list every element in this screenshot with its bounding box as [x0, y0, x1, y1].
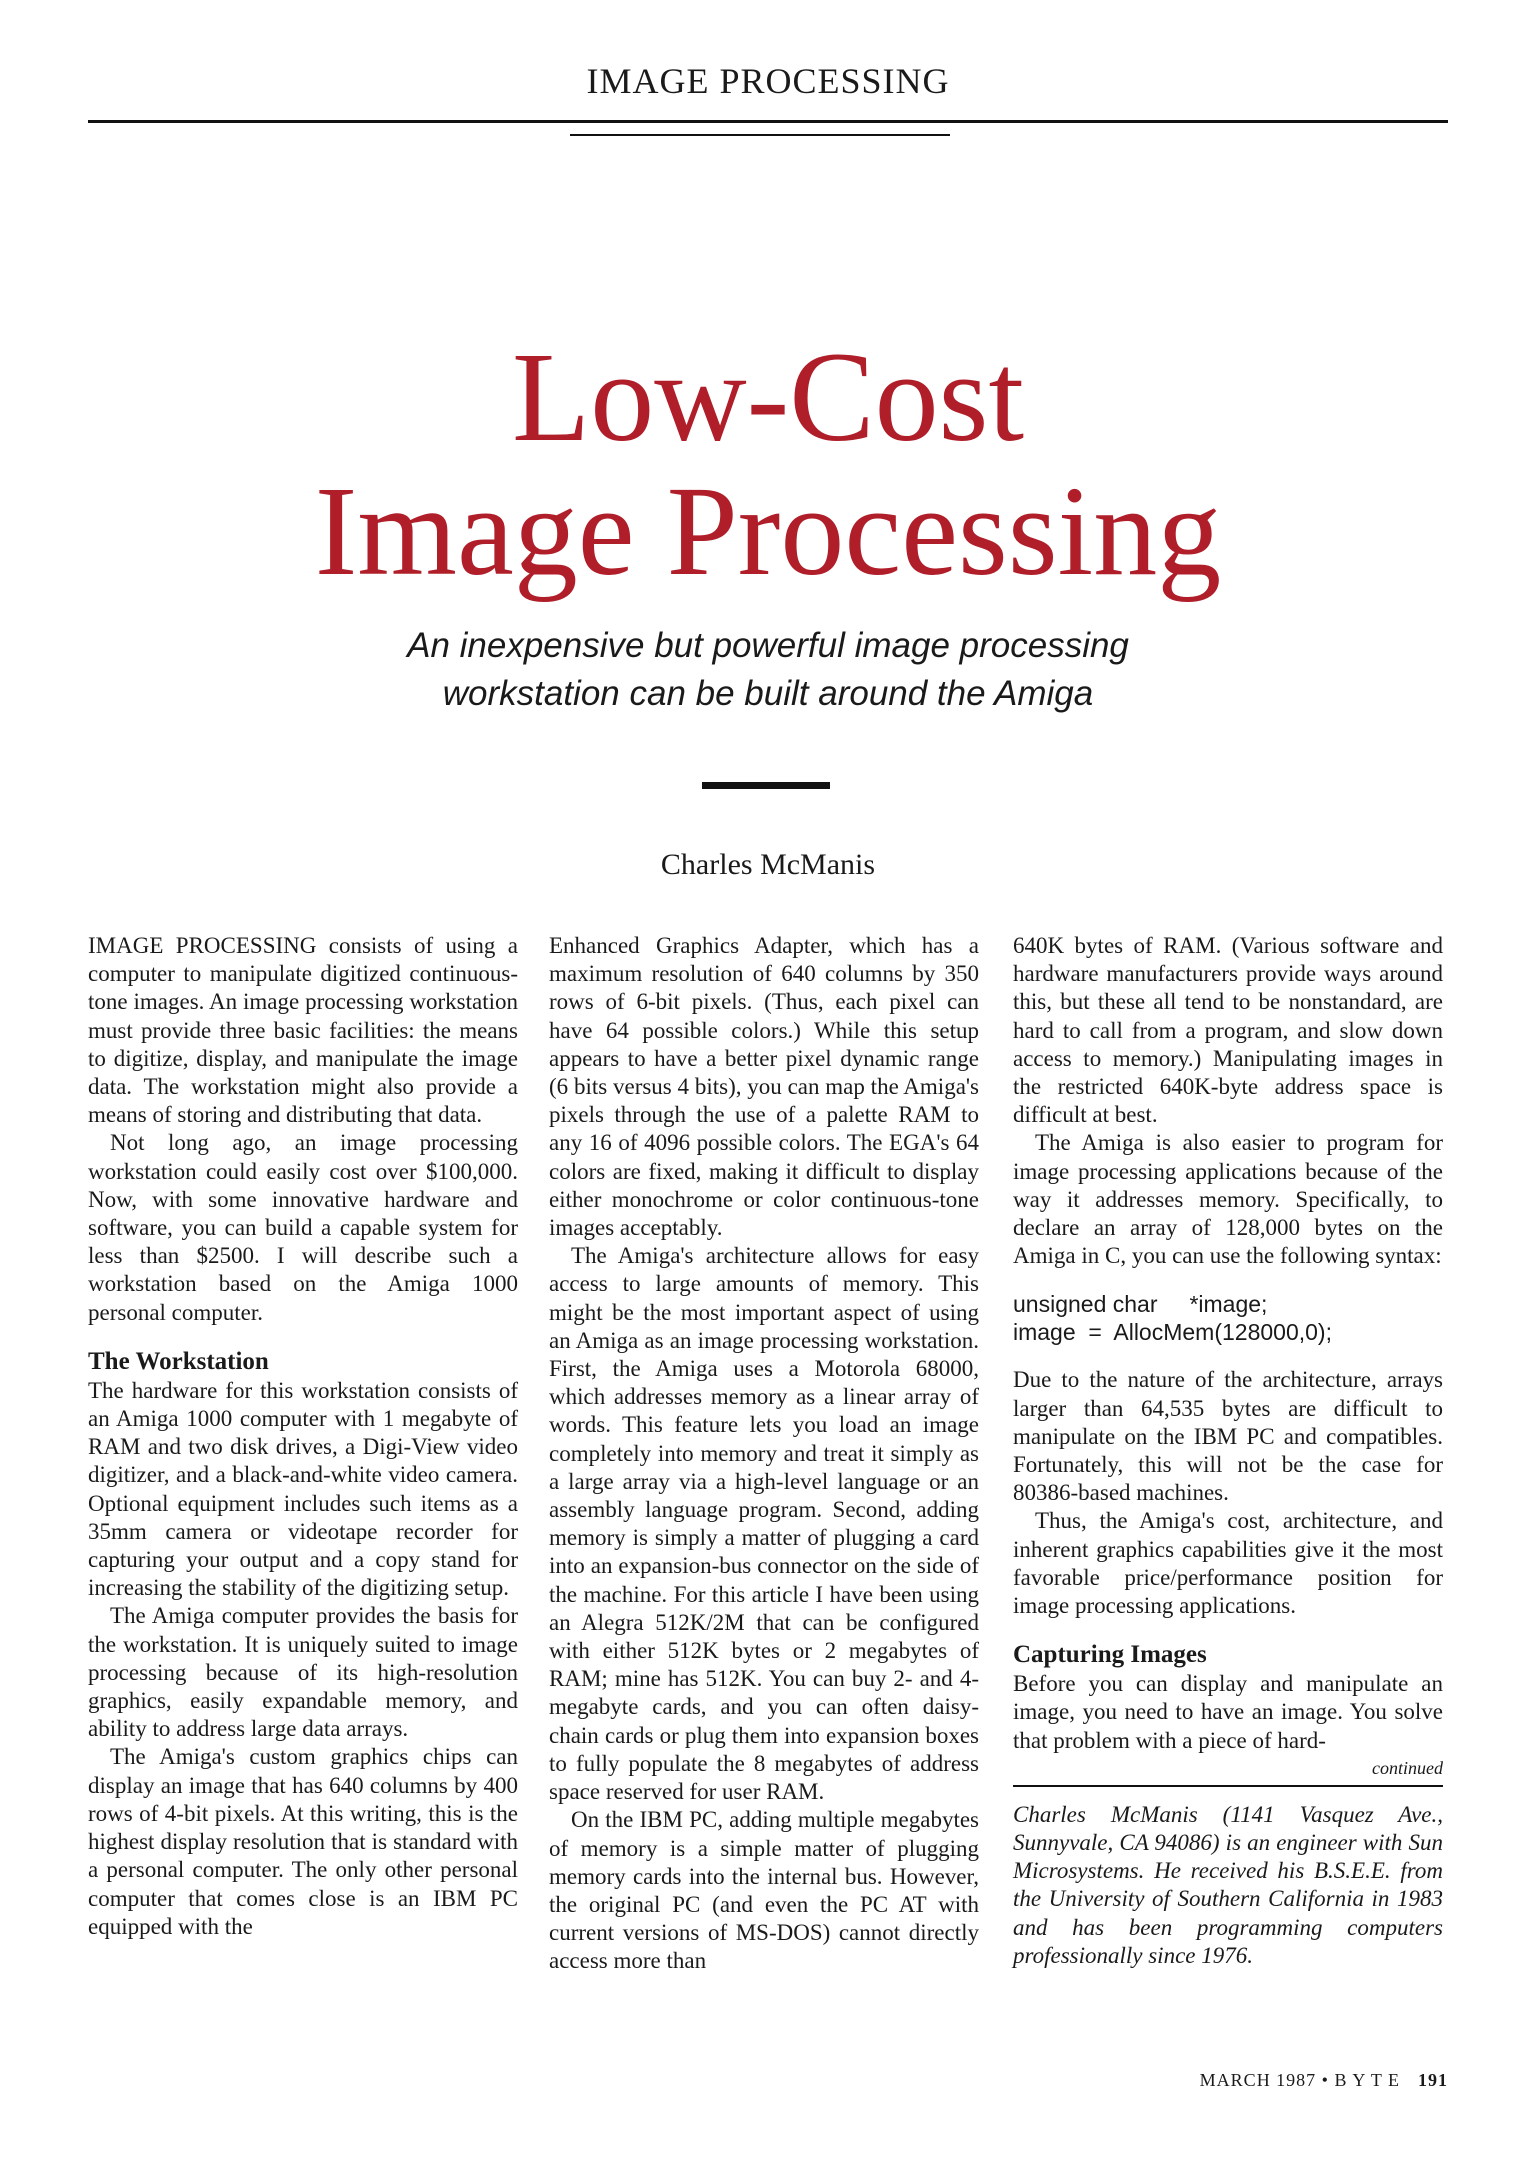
paragraph: Due to the nature of the architecture, arrays larger than 64,535 bytes are difficult to manipulate on the IBM PC and compatibles. Fortunately, this will not be the case for 80386-based machines. — [1013, 1367, 1443, 1506]
paragraph: Before you can display and manipulate an image, you need to have an image. You solve that problem with a piece of hard- — [1013, 1671, 1443, 1753]
issue-label: MARCH 1987 • B Y T E — [1199, 2070, 1400, 2090]
bio-rule — [1013, 1785, 1443, 1787]
paragraph: The Amiga is also easier to program for image processing applications because of the way it addresses memory. Specifically, to declare an array of 128,000 bytes on the Amiga in C, you can use the following syntax: — [1013, 1130, 1443, 1269]
paragraph-continued: 640K bytes of RAM. (Various software and hardware manufacturers provide ways around this, but these all tend to be nonstandard, are hard to call from a program, and slow down access to memory.) Manipulating images in the restricted 640K-byte address space is difficult at best. — [1013, 933, 1443, 1128]
subtitle-line-1: An inexpensive but powerful image processing — [407, 626, 1129, 665]
section-header: IMAGE PROCESSING — [586, 61, 950, 101]
article-title — [88, 326, 1448, 602]
title-divider — [702, 782, 830, 789]
author-byline: Charles McManis — [660, 848, 876, 881]
paragraph: On the IBM PC, adding multiple megabytes of memory is a simple matter of plugging memory cards into the internal bus. However, the original PC (and even the PC AT with current versions of MS-DOS) cannot directly access more than — [549, 1807, 979, 1974]
subtitle-line-2: workstation can be built around the Amiga — [442, 674, 1094, 713]
paragraph: The Amiga's custom graphics chips can display an image that has 640 columns by 400 rows of 4-bit pixels. At this writing, this is the highest display resolution that is standard with a personal computer. The only other personal computer that comes close is an IBM PC equipped with the — [88, 1744, 518, 1939]
page-footer — [1000, 2070, 1448, 2091]
continued-note: continued — [1372, 1757, 1443, 1778]
column-1 — [88, 932, 518, 1941]
paragraph-intro: IMAGE PROCESSING consists of using a computer to manipulate digitized continuous-tone images. An image processing workstation must provide three basic facilities: the means to digitize, display, and manipulate the image data. The workstation might also provide a means of storing and distributing that data. — [88, 933, 518, 1128]
header-short-rule — [570, 134, 950, 136]
title-line-1: Low-Cost — [512, 326, 1024, 468]
column-2 — [549, 932, 979, 1976]
paragraph: Thus, the Amiga's cost, architecture, and inherent graphics capabilities give it the most favorable price/performance position for image processing applications. — [1013, 1508, 1443, 1619]
column-3 — [1013, 932, 1443, 1970]
paragraph: Not long ago, an image processing workstation could easily cost over $100,000. Now, with some innovative hardware and software, you can build a capable system for less than $2500. I will describe such a workstation based on the Amiga 1000 personal computer. — [88, 1130, 518, 1325]
heading-the-workstation: The Workstation — [88, 1347, 269, 1375]
paragraph: The Amiga computer provides the basis for the workstation. It is uniquely suited to image processing because of its high-resolution graphics, easily expandable memory, and ability to address large data arrays. — [88, 1603, 518, 1742]
page-number: 191 — [1418, 2070, 1448, 2090]
paragraph: The Amiga's architecture allows for easy access to large amounts of memory. This might be the most important aspect of using an Amiga as an image processing workstation. First, the Amiga uses a Motorola 68000, which addresses memory as a linear array of words. This feature lets you load an image completely into memory and treat it simply as a large array via a high-level language or an assembly language program. Second, adding memory is simply a matter of plugging a card into an expansion-bus connector on the side of the machine. For this article I have been using an Alegra 512K/2M that can be configured with either 512K bytes or 2 megabytes of RAM; mine has 512K. You can buy 2- and 4-megabyte cards, and you can often daisy-chain cards or plug them into expansion boxes to fully populate the 8 megabytes of address space reserved for user RAM. — [549, 1243, 979, 1805]
header-rule — [88, 120, 1448, 123]
heading-capturing-images: Capturing Images — [1013, 1641, 1207, 1669]
paragraph: The hardware for this workstation consists of an Amiga 1000 computer with 1 megabyte of RAM and two disk drives, a Digi-View video digitizer, and a black-and-white video camera. Optional equipment includes such items as a 35mm camera or videotape recorder for capturing your output and a copy stand for increasing the stability of the digitizing setup. — [88, 1377, 518, 1601]
author-bio: Charles McManis (1141 Vasquez Ave., Sunnyvale, CA 94086) is an engineer with Sun Microsystems. He received his B.S.E.E. from the University of Southern California in 1983 and has been programming computers professionally since 1976. — [1013, 1801, 1443, 1968]
paragraph-continued: Enhanced Graphics Adapter, which has a maximum resolution of 640 columns by 350 rows of 6-bit pixels. (Thus, each pixel can have 64 possible colors.) While this setup appears to have a better pixel dynamic range (6 bits versus 4 bits), you can map the Amiga's pixels through the use of a palette RAM to any 16 of 4096 possible colors. The EGA's 64 colors are fixed, making it difficult to display either monochrome or color continuous-tone images acceptably. — [549, 933, 979, 1241]
code-snippet: unsigned char *image; image = AllocMem(128000,0); — [1013, 1291, 1332, 1346]
article-subtitle — [268, 622, 1268, 718]
title-line-2: Image Processing — [314, 460, 1222, 602]
